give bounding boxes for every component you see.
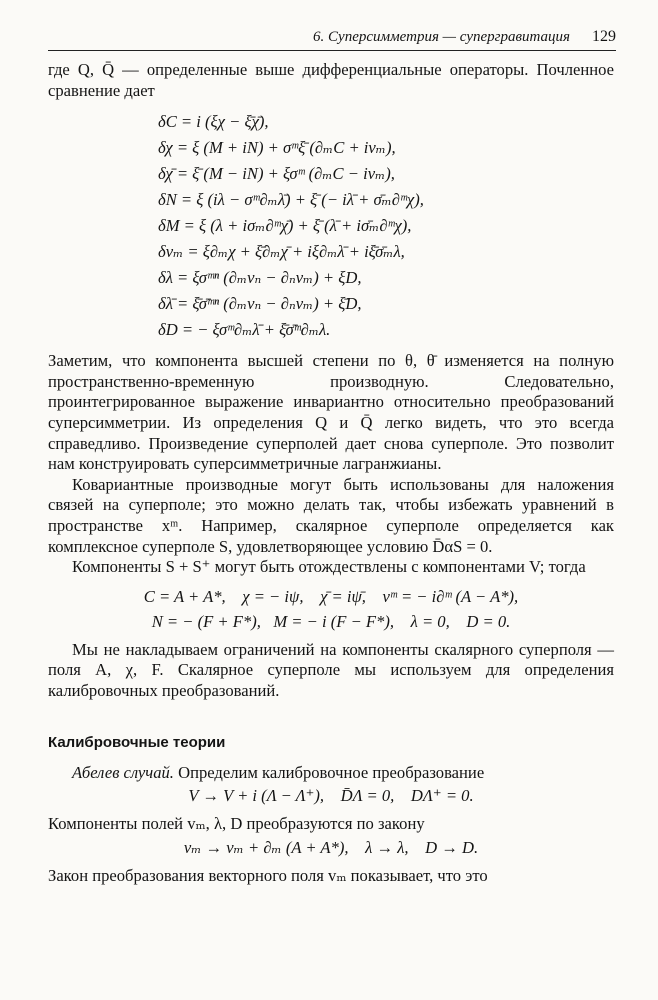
equation-delta-v: δvₘ = ξ∂ₘχ + ξ̄∂ₘχ̄ + iξ∂ₘλ̄ + iξ̄σ̄ₘλ, (158, 242, 405, 262)
equation-components-line-1: C = A + A*, χ = − iψ, χ̄ = iψ̄, vᵐ = − i∂ᵐ (A − A*), (143, 586, 519, 606)
equation-transform-law: vₘ → vₘ + ∂ₘ (A + A*), λ → λ, D → D. (183, 837, 479, 857)
paragraph-field-components: Компоненты полей vₘ, λ, D преобразуются по закону (48, 814, 425, 834)
paragraph-covariant-derivatives: Ковариантные производные могут быть использованы для наложения связей на суперполе; это можно делать так, чтобы избежать уравнений в пространстве xᵐ. Например, скалярное суперполе определяется как комплексное суперполе S, удовлетворяющее условию D̄αS = 0. (48, 474, 614, 556)
abelian-case-label: Абелев случай. (72, 762, 174, 782)
equation-delta-m: δM = ξ (λ + iσₘ∂ᵐχ̄) + ξ̄ (λ̄ + iσ̄ₘ∂ᵐχ), (158, 216, 412, 236)
page-body (48, 60, 614, 886)
paragraph-intro: где Q, Q̄ — определенные выше дифференциальные операторы. Почленное сравнение дает (48, 60, 614, 100)
abelian-case-text: Определим калибровочное преобразование (173, 762, 485, 782)
variation-equations (158, 109, 614, 343)
equation-gauge-transform: V → V + i (Λ − Λ⁺), D̄Λ = 0, DΛ⁺ = 0. (188, 786, 474, 806)
section-heading: Калибровочные теории (48, 733, 226, 751)
equation-delta-c: δC = i (ξχ − ξ̄χ̄), (158, 112, 269, 132)
paragraph-constraints: Мы не накладываем ограничений на компоненты скалярного суперполя — поля A, χ, F. Скалярное суперполе мы используем для определения калибровочных преобразований. (48, 639, 614, 700)
page-number: 129 (592, 28, 616, 45)
running-head (48, 26, 616, 51)
equation-delta-chi: δχ = ξ (M + iN) + σᵐξ̄ (∂ₘC + ivₘ), (158, 138, 396, 158)
equation-delta-chibar: δχ̄ = ξ̄ (M − iN) + ξσᵐ (∂ₘC − ivₘ), (158, 164, 395, 184)
paragraph-abelian (48, 763, 614, 784)
equation-delta-lambda: δλ = ξσᵐⁿ (∂ₘvₙ − ∂ₙvₘ) + ξD, (158, 268, 362, 288)
paragraph-observation: Заметим, что компонента высшей степени по θ, θ̄ изменяется на полную пространственно-временную производную. Следовательно, проинтегрированное выражение инвариантно относительно преобразований суперсимметрии. Из определения Q и Q̄ легко видеть, что это всегда справедливо. Произведение суперполей дает снова суперполе. Это позволит нам конструировать суперсимметричные лагранжианы. (48, 351, 614, 474)
paragraph-vector-field: Закон преобразования векторного поля vₘ показывает, что это (48, 865, 488, 885)
equation-delta-d: δD = − ξσᵐ∂ₘλ̄ + ξ̄σ̄ᵐ∂ₘλ. (158, 320, 331, 340)
paragraph-components: Компоненты S + S⁺ могут быть отождествлены с компонентами V; тогда (72, 557, 586, 577)
equation-delta-n: δN = ξ (iλ − σᵐ∂ₘλ̄) + ξ̄ (− iλ̄ + σ̄ₘ∂ᵐχ), (158, 190, 424, 210)
running-head-title: 6. Суперсимметрия — супергравитация (313, 29, 570, 45)
equation-components-line-2: N = − (F + F*), M = − i (F − F*), λ = 0, D = 0. (151, 611, 511, 631)
equation-delta-lambdabar: δλ̄ = ξ̄σ̄ᵐⁿ (∂ₘvₙ − ∂ₙvₘ) + ξ̄D, (158, 294, 362, 314)
